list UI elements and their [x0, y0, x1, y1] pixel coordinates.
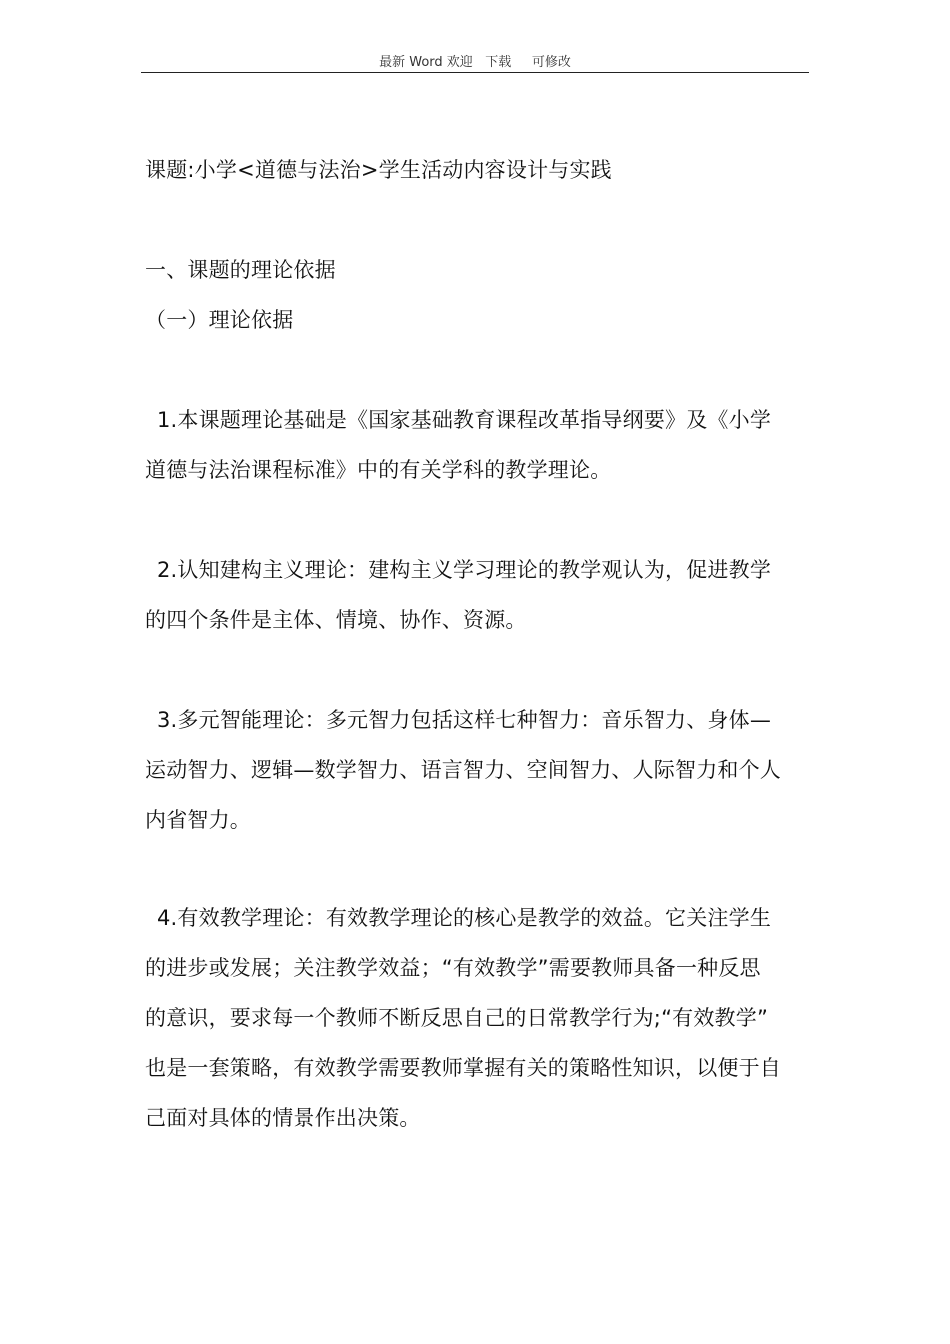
- paragraph-1-line-1: 1.本课题理论基础是《国家基础教育课程改革指导纲要》及《小学: [157, 408, 772, 432]
- paragraph-3-line-1: 3.多元智能理论：多元智力包括这样七种智力：音乐智力、身体—: [157, 708, 772, 732]
- paragraph-4-line-2: 的进步或发展；关注教学效益；“有效教学”需要教师具备一种反思: [145, 956, 761, 980]
- section-heading: 一、课题的理论依据: [145, 258, 336, 282]
- paragraph-1-line-2: 道德与法治课程标准》中的有关学科的教学理论。: [145, 458, 612, 482]
- paragraph-2-line-2: 的四个条件是主体、情境、协作、资源。: [145, 608, 527, 632]
- section-subheading: （一）理论依据: [145, 308, 294, 332]
- paragraph-4-line-1: 4.有效教学理论：有效教学理论的核心是教学的效益。它关注学生: [157, 906, 772, 930]
- paragraph-4-line-3: 的意识，要求每一个教师不断反思自己的日常教学行为;“有效教学”: [145, 1006, 769, 1030]
- page-header: 最新 Word 欢迎 下载 可修改: [141, 54, 809, 73]
- paragraph-4-line-4: 也是一套策略，有效教学需要教师掌握有关的策略性知识，以便于自: [145, 1056, 781, 1080]
- paragraph-4-line-5: 己面对具体的情景作出决策。: [145, 1106, 421, 1130]
- paragraph-3-line-2: 运动智力、逻辑—数学智力、语言智力、空间智力、人际智力和个人: [145, 758, 781, 782]
- document-title: 课题:小学<道德与法治>学生活动内容设计与实践: [145, 158, 612, 182]
- paragraph-2-line-1: 2.认知建构主义理论：建构主义学习理论的教学观认为，促进教学: [157, 558, 772, 582]
- paragraph-3-line-3: 内省智力。: [145, 808, 251, 832]
